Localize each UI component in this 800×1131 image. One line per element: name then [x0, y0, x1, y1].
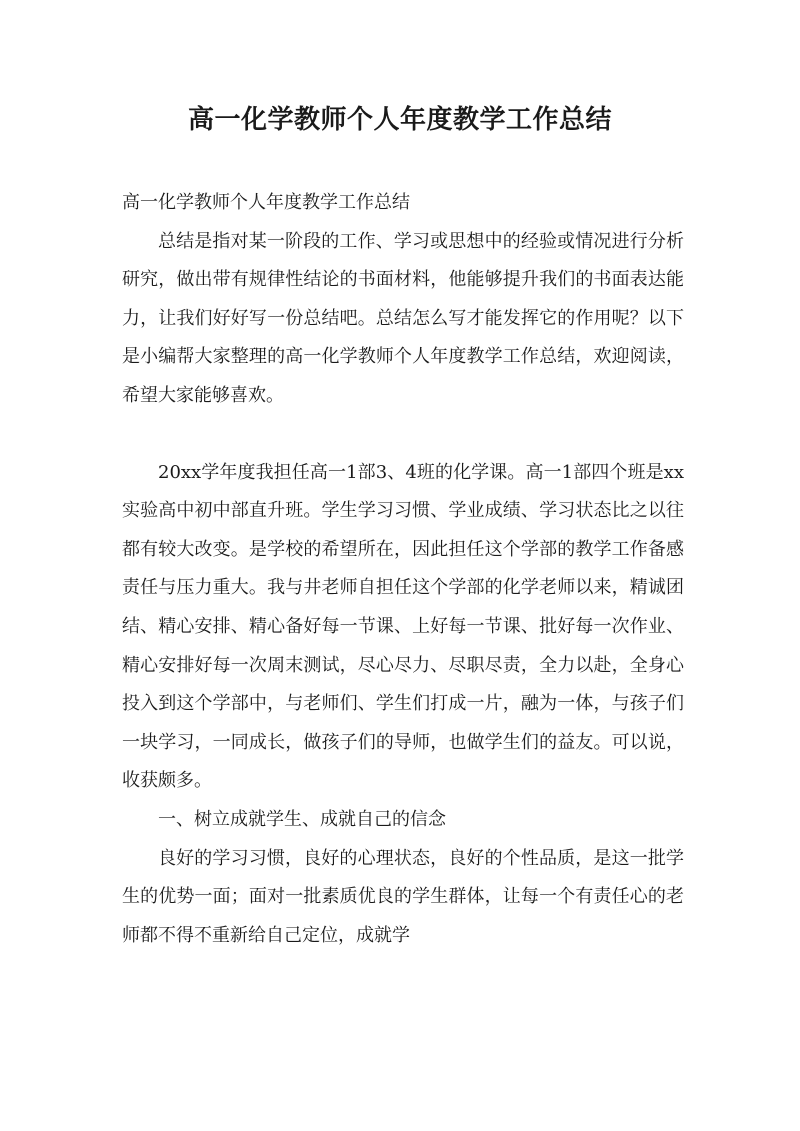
paragraph-spacer	[122, 416, 684, 454]
document-body	[122, 184, 684, 955]
section-heading-1: 一、树立成就学生、成就自己的信念	[158, 808, 446, 830]
body-paragraph-1: 20xx学年度我担任高一1部3、4班的化学课。高一1部四个班是xx实验高中初中部直升班。学生学习习惯、学业成绩、学习状态比之以往都有较大改变。是学校的希望所在，因此担任这个学部的教学工作备感责任与压力重大。我与井老师自担任这个学部的化学老师以来，精诚团结、精心安排、精心备好每一节课、上好每一节课、批好每一次作业、精心安排好每一次周末测试，尽心尽力、尽职尽责，全力以赴，全身心投入到这个学部中，与老师们、学生们打成一片，融为一体，与孩子们一块学习，一同成长，做孩子们的导师，也做学生们的益友。可以说，收获颇多。	[122, 461, 684, 792]
document-subtitle: 高一化学教师个人年度教学工作总结	[122, 192, 410, 213]
body-paragraph-2: 良好的学习习惯，良好的心理状态，良好的个性品质，是这一批学生的优势一面；面对一批素质优良的学生群体，让每一个有责任心的老师都不得不重新给自己定位，成就学	[122, 847, 684, 946]
document-title: 高一化学教师个人年度教学工作总结	[187, 105, 612, 135]
intro-paragraph: 总结是指对某一阶段的工作、学习或思想中的经验或情况进行分析研究，做出带有规律性结论的书面材料，他能够提升我们的书面表达能力，让我们好好写一份总结吧。总结怎么写才能发挥它的作用呢？以下是小编帮大家整理的高一化学教师个人年度教学工作总结，欢迎阅读，希望大家能够喜欢。	[122, 230, 684, 406]
